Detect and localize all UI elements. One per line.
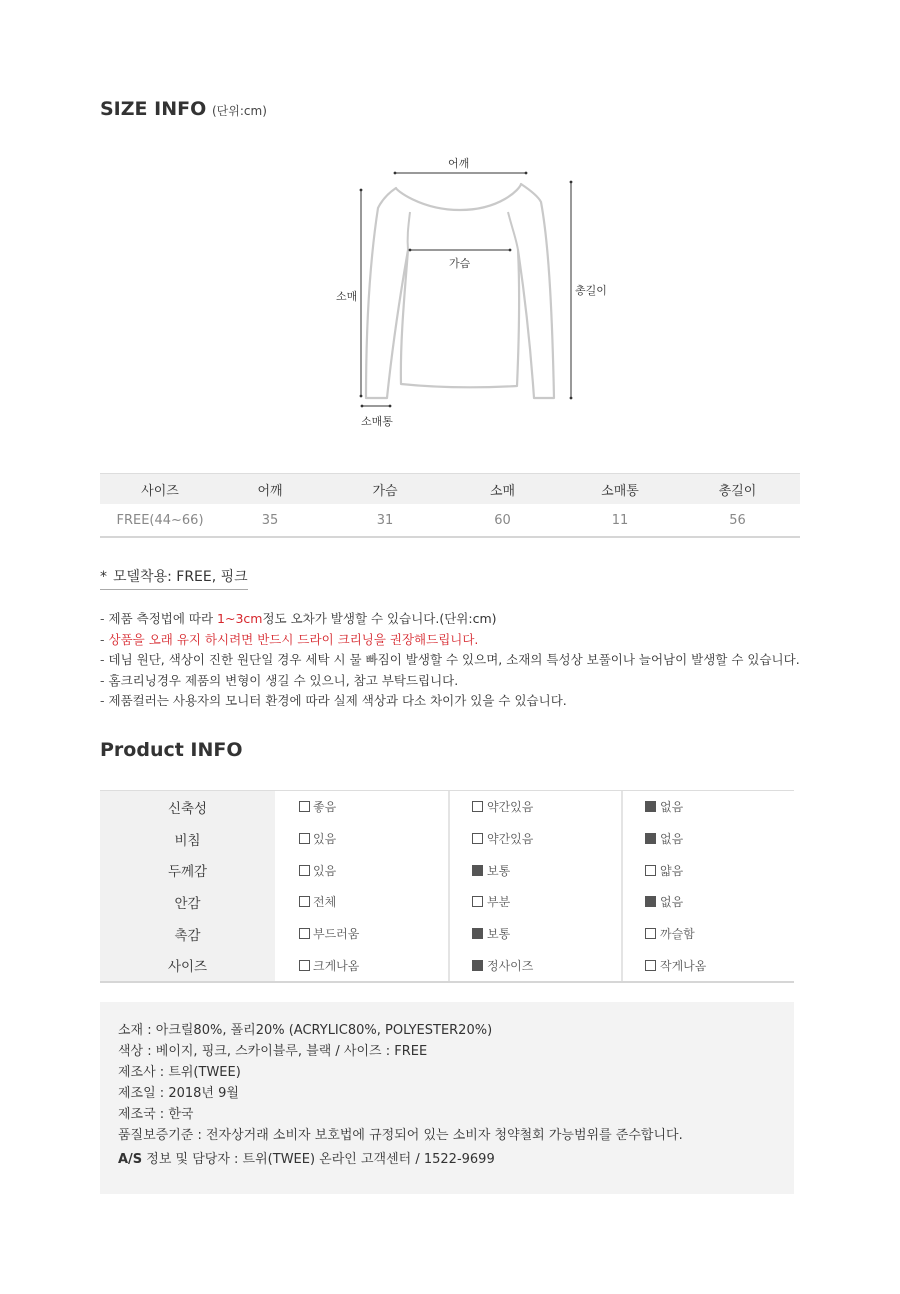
- spec-maker: 제조사 : 트위(TWEE): [118, 1065, 241, 1080]
- attribute-option: [621, 886, 794, 918]
- option-label: 까슬함: [660, 927, 695, 942]
- care-notes: [100, 609, 800, 712]
- option-label: 정사이즈: [487, 958, 534, 973]
- table-row: [100, 886, 794, 918]
- attribute-option: [621, 823, 794, 855]
- product-info-title: Product INFO: [100, 739, 243, 761]
- attribute-option: [275, 854, 448, 886]
- attribute-option: [448, 823, 621, 855]
- attribute-option: [621, 854, 794, 886]
- model-wearing-info: [100, 566, 248, 590]
- size-unit-label: (단위:cm): [212, 104, 267, 118]
- header-sleeve-width: 소매통: [601, 483, 639, 499]
- note-item: - 제품컬러는 사용자의 모니터 환경에 따라 실제 색상과 다소 차이가 있을 수 있습니다.: [100, 693, 567, 708]
- option-label: 작게나옴: [660, 958, 707, 973]
- spec-date: 제조일 : 2018년 9월: [118, 1086, 239, 1101]
- table-row: [100, 791, 794, 823]
- cell-sleeve-width: 11: [611, 512, 629, 528]
- option-label: 크게나옴: [313, 958, 360, 973]
- attribute-option: [621, 949, 794, 981]
- option-label: 보통: [487, 863, 511, 878]
- size-table-header: [100, 473, 800, 504]
- option-label: 없음: [660, 800, 684, 815]
- attribute-option: [275, 791, 448, 823]
- sleeve-width-label: 소매통: [361, 415, 393, 428]
- cell-sleeve: 60: [494, 512, 511, 528]
- sleeve-label: 소매: [336, 290, 358, 303]
- checked-box-icon: [472, 960, 483, 971]
- attribute-name: 신축성: [100, 791, 275, 823]
- option-label: 없음: [660, 895, 684, 910]
- attribute-option: [621, 791, 794, 823]
- attribute-option: [275, 918, 448, 950]
- unchecked-box-icon: [299, 960, 310, 971]
- note-highlight: 1~3cm: [217, 611, 263, 626]
- attribute-name: 두께감: [100, 854, 275, 886]
- option-label: 보통: [487, 927, 511, 942]
- attribute-option: [448, 918, 621, 950]
- table-row: [100, 504, 800, 538]
- unchecked-box-icon: [645, 865, 656, 876]
- header-shoulder: 어깨: [257, 483, 283, 499]
- unchecked-box-icon: [472, 896, 483, 907]
- total-length-label: 총길이: [575, 284, 607, 297]
- option-label: 좋음: [313, 800, 337, 815]
- unchecked-box-icon: [645, 960, 656, 971]
- unchecked-box-icon: [299, 833, 310, 844]
- attribute-option: [448, 854, 621, 886]
- size-info-title: SIZE INFO: [100, 98, 207, 120]
- attribute-name: 사이즈: [100, 949, 275, 981]
- attribute-option: [275, 886, 448, 918]
- attribute-name: 비침: [100, 823, 275, 855]
- checked-box-icon: [472, 928, 483, 939]
- spec-country: 제조국 : 한국: [118, 1107, 194, 1122]
- size-table: [100, 473, 800, 538]
- table-row: [100, 854, 794, 886]
- attribute-option: [448, 886, 621, 918]
- spec-material: 소재 : 아크릴80%, 폴리20% (ACRYLIC80%, POLYESTER20%): [118, 1023, 493, 1038]
- note-item: - 데님 원단, 색상이 진한 원단일 경우 세탁 시 물 빠짐이 발생할 수 있으며, 소재의 특성상 보풀이나 늘어남이 발생할 수 있습니다.: [100, 652, 800, 667]
- chest-label: 가슴: [449, 257, 471, 270]
- option-label: 있음: [313, 863, 337, 878]
- note-item-warning: - 상품을 오래 유지 하시려면 반드시 드라이 크리닝을 권장해드립니다.: [100, 631, 479, 647]
- option-label: 약간있음: [487, 832, 534, 847]
- unchecked-box-icon: [299, 801, 310, 812]
- spec-as: [118, 1149, 794, 1170]
- unchecked-box-icon: [299, 928, 310, 939]
- garment-illustration: [0, 140, 900, 440]
- checked-box-icon: [645, 801, 656, 812]
- attribute-option: [275, 949, 448, 981]
- checked-box-icon: [645, 896, 656, 907]
- spec-color: 색상 : 베이지, 핑크, 스카이블루, 블랙 / 사이즈 : FREE: [118, 1044, 428, 1059]
- asterisk-icon: *: [100, 569, 107, 585]
- unchecked-box-icon: [645, 928, 656, 939]
- option-label: 약간있음: [487, 800, 534, 815]
- unchecked-box-icon: [299, 865, 310, 876]
- model-wearing-text: 모델착용: FREE, 핑크: [113, 569, 248, 585]
- option-label: 얇음: [660, 863, 684, 878]
- option-label: 있음: [313, 832, 337, 847]
- attribute-option: [621, 918, 794, 950]
- header-sleeve: 소매: [489, 483, 516, 499]
- note-item: - 홈크리닝경우 제품의 변형이 생길 수 있으니, 참고 부탁드립니다.: [100, 672, 459, 688]
- unchecked-box-icon: [299, 896, 310, 907]
- unchecked-box-icon: [472, 833, 483, 844]
- attribute-name: 안감: [100, 886, 275, 918]
- cell-total-length: 56: [729, 512, 746, 528]
- unchecked-box-icon: [472, 801, 483, 812]
- header-chest: 가슴: [372, 483, 398, 499]
- attribute-option: [448, 949, 621, 981]
- as-text: 정보 및 담당자 : 트위(TWEE) 온라인 고객센터 / 1522-9699: [142, 1152, 495, 1167]
- attribute-name: 촉감: [100, 918, 275, 950]
- spec-box: [100, 1002, 794, 1194]
- shoulder-label: 어깨: [448, 157, 470, 170]
- table-row: [100, 918, 794, 950]
- table-row: [100, 823, 794, 855]
- table-row: [100, 949, 794, 981]
- option-label: 전체: [313, 895, 337, 910]
- cell-chest: 31: [376, 512, 394, 528]
- checked-box-icon: [472, 865, 483, 876]
- header-total-length: 총길이: [718, 483, 757, 499]
- attribute-option: [275, 823, 448, 855]
- product-info-table: [100, 790, 794, 983]
- option-label: 부드러움: [313, 927, 360, 942]
- checked-box-icon: [645, 833, 656, 844]
- cell-shoulder: 35: [261, 512, 279, 528]
- option-label: 부분: [487, 895, 511, 910]
- spec-warranty: 품질보증기준 : 전자상거래 소비자 보호법에 규정되어 있는 소비자 청약철회 가능범위를 준수합니다.: [118, 1128, 683, 1143]
- option-label: 없음: [660, 832, 684, 847]
- note-item: - 제품 측정법에 따라 1~3cm정도 오차가 발생할 수 있습니다.(단위:cm): [100, 611, 497, 626]
- as-label: A/S: [118, 1152, 143, 1167]
- cell-size: FREE(44~66): [116, 512, 204, 528]
- attribute-option: [448, 791, 621, 823]
- measurement-diagram: [0, 140, 900, 440]
- header-size: 사이즈: [141, 483, 179, 499]
